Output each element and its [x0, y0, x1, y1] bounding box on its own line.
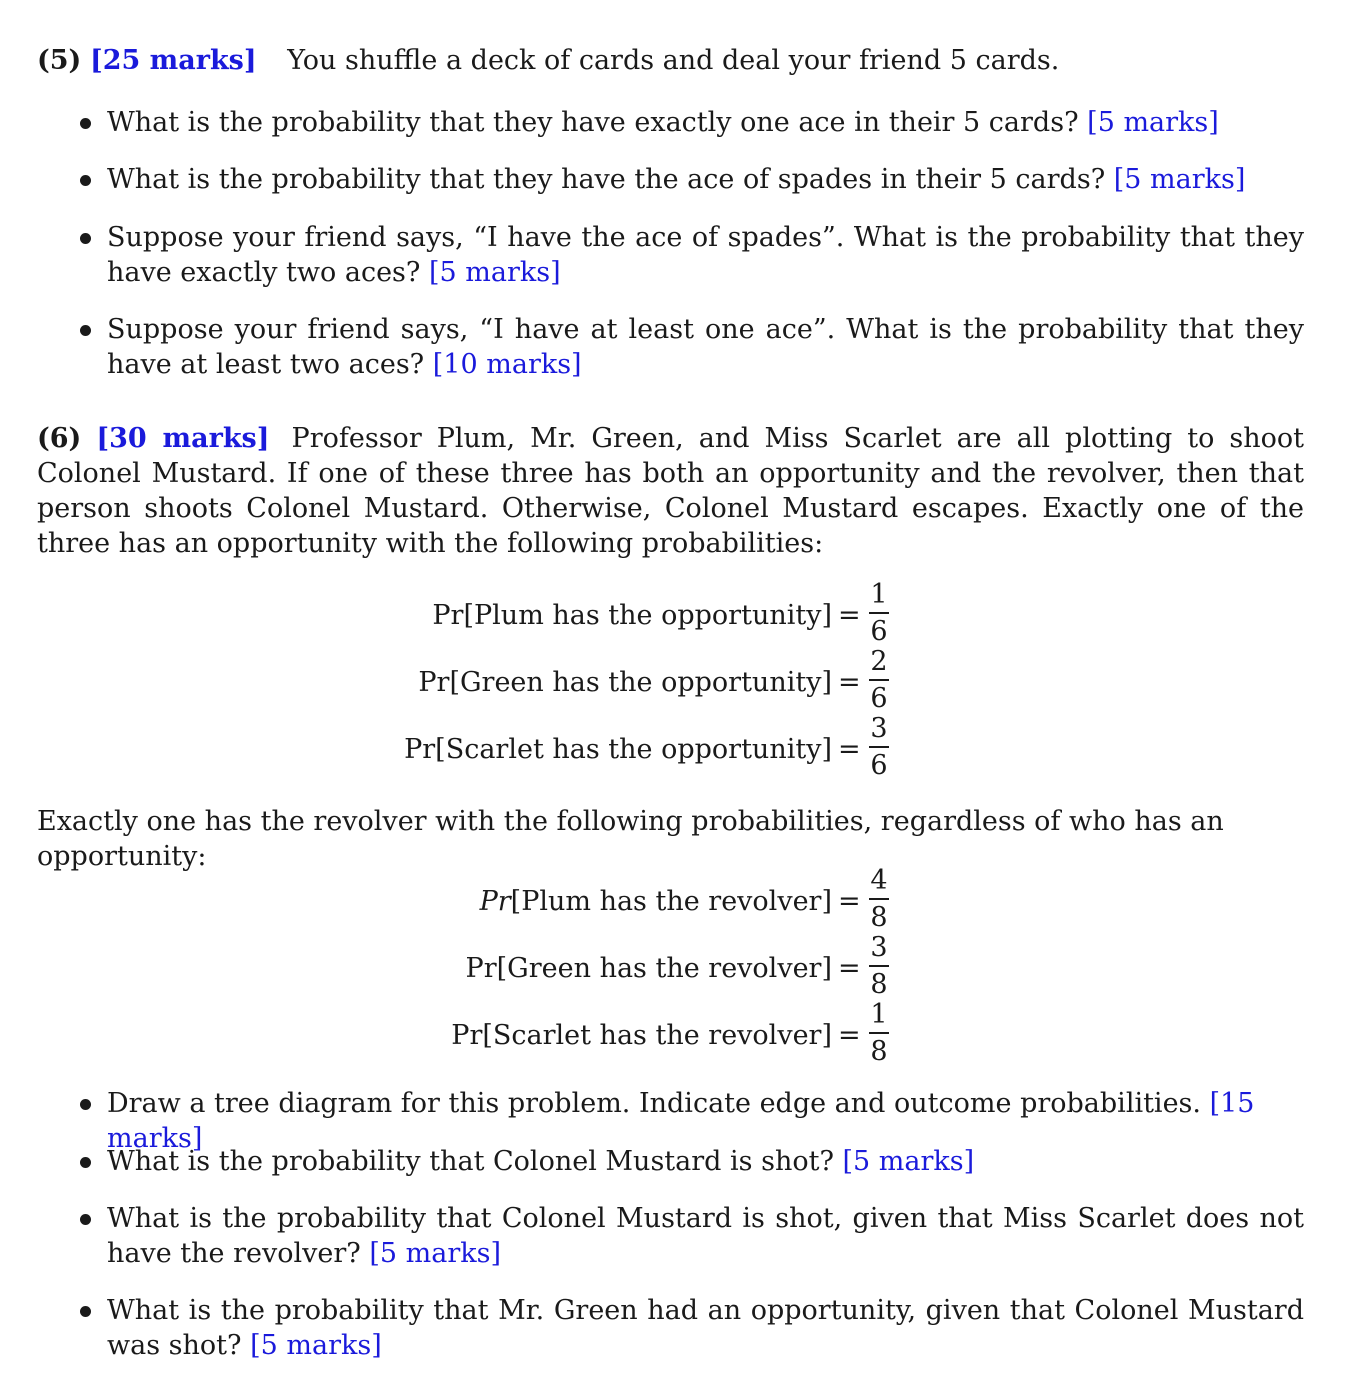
event-label: [Green has the opportunity] [449, 667, 832, 698]
pr-label: Pr [404, 734, 436, 765]
numerator: 1 [870, 579, 888, 610]
equals-sign: = [838, 1020, 861, 1051]
bullet-marks: [5 marks] [428, 257, 561, 288]
event-label: [Plum has the revolver] [510, 886, 832, 917]
q6-bullet-4 [107, 1293, 1304, 1363]
equals-sign: = [838, 667, 861, 698]
q5-bullet-1 [107, 105, 1304, 140]
pr-label: Pr [418, 667, 450, 698]
bullet-icon [80, 1099, 91, 1110]
pr-label: Pr [432, 600, 464, 631]
bullet-text: What is the probability that Mr. Green had an opportunity, given that Colonel Mustard was shot? [107, 1295, 1304, 1361]
numerator: 2 [870, 646, 888, 677]
q6-bullet-2 [107, 1144, 1304, 1179]
numerator: 3 [870, 713, 888, 744]
pr-label: Pr [479, 886, 511, 917]
bullet-marks: [15 marks] [107, 1088, 1255, 1154]
equation-green-revolver [0, 933, 1354, 1003]
q5-number: (5) [37, 45, 82, 76]
bullet-icon [80, 1306, 91, 1317]
denominator: 8 [870, 1036, 888, 1067]
bullet-icon [80, 233, 91, 244]
event-label: [Green has the revolver] [496, 953, 832, 984]
bullet-icon [80, 1157, 91, 1168]
equals-sign: = [838, 600, 861, 631]
numerator: 3 [870, 932, 888, 963]
fraction [869, 1000, 889, 1068]
bullet-text: What is the probability that Colonel Mustard is shot? [107, 1146, 834, 1177]
bullet-text: Suppose your friend says, “I have at least one ace”. What is the probability that they have at least two aces? [107, 314, 1304, 380]
q6-bullet-3 [107, 1201, 1304, 1271]
numerator: 1 [870, 999, 888, 1030]
denominator: 8 [870, 969, 888, 1000]
q5-marks: [25 marks] [89, 45, 257, 76]
q6-number: (6) [37, 423, 82, 454]
fraction [869, 647, 889, 715]
fraction [869, 714, 889, 782]
q5-header [37, 43, 1304, 78]
event-label: [Plum has the opportunity] [463, 600, 832, 631]
pr-label: Pr [451, 1020, 483, 1051]
q5-bullet-3 [107, 220, 1304, 290]
equals-sign: = [838, 886, 861, 917]
denominator: 8 [870, 902, 888, 933]
bullet-marks: [5 marks] [369, 1238, 501, 1269]
pr-label: Pr [465, 953, 497, 984]
q6-intro-text: Professor Plum, Mr. Green, and Miss Scarlet are all plotting to shoot Colonel Mustard. If one of these three has both an opportunity and the revolver, then that person shoots Colonel Mustard. Otherwise, Colonel Mustard escapes. Exactly one of the three has an opportunity with the following probabilities: [37, 423, 1304, 559]
bullet-text: Suppose your friend says, “I have the ace of spades”. What is the probability that they have exactly two aces? [107, 222, 1304, 288]
denominator: 6 [870, 616, 888, 647]
bullet-text: Draw a tree diagram for this problem. Indicate edge and outcome probabilities. [107, 1088, 1201, 1119]
denominator: 6 [870, 750, 888, 781]
bullet-text: What is the probability that they have the ace of spades in their 5 cards? [107, 164, 1106, 195]
fraction [869, 580, 889, 648]
bullet-icon [80, 1214, 91, 1225]
equation-scarlet-revolver [0, 1000, 1354, 1070]
bullet-marks: [5 marks] [842, 1146, 975, 1177]
numerator: 4 [870, 865, 888, 896]
bullet-icon [80, 118, 91, 129]
bullet-marks: [5 marks] [1087, 107, 1219, 138]
event-label: [Scarlet has the opportunity] [435, 734, 832, 765]
bullet-text: What is the probability that they have exactly one ace in their 5 cards? [107, 107, 1079, 138]
q5-text: You shuffle a deck of cards and deal your friend 5 cards. [287, 45, 1060, 76]
equation-green-opportunity [0, 647, 1354, 717]
equation-plum-revolver [0, 866, 1354, 936]
q6-intro [37, 421, 1304, 561]
revolver-intro: Exactly one has the revolver with the following probabilities, regardless of who has an opportunity: [37, 806, 1224, 872]
equation-scarlet-opportunity [0, 714, 1354, 784]
denominator: 6 [870, 683, 888, 714]
bullet-icon [80, 325, 91, 336]
bullet-marks: [5 marks] [250, 1330, 382, 1361]
q6-marks: [30 marks] [96, 423, 270, 454]
equation-plum-opportunity [0, 580, 1354, 650]
q5-bullet-4 [107, 312, 1304, 382]
event-label: [Scarlet has the revolver] [482, 1020, 832, 1051]
fraction [869, 866, 889, 934]
bullet-marks: [5 marks] [1113, 164, 1246, 195]
bullet-marks: [10 marks] [432, 349, 582, 380]
equals-sign: = [838, 953, 861, 984]
q5-bullet-2 [107, 162, 1304, 197]
bullet-text: What is the probability that Colonel Mustard is shot, given that Miss Scarlet does not have the revolver? [107, 1203, 1304, 1269]
fraction [869, 933, 889, 1001]
equals-sign: = [838, 734, 861, 765]
bullet-icon [80, 175, 91, 186]
